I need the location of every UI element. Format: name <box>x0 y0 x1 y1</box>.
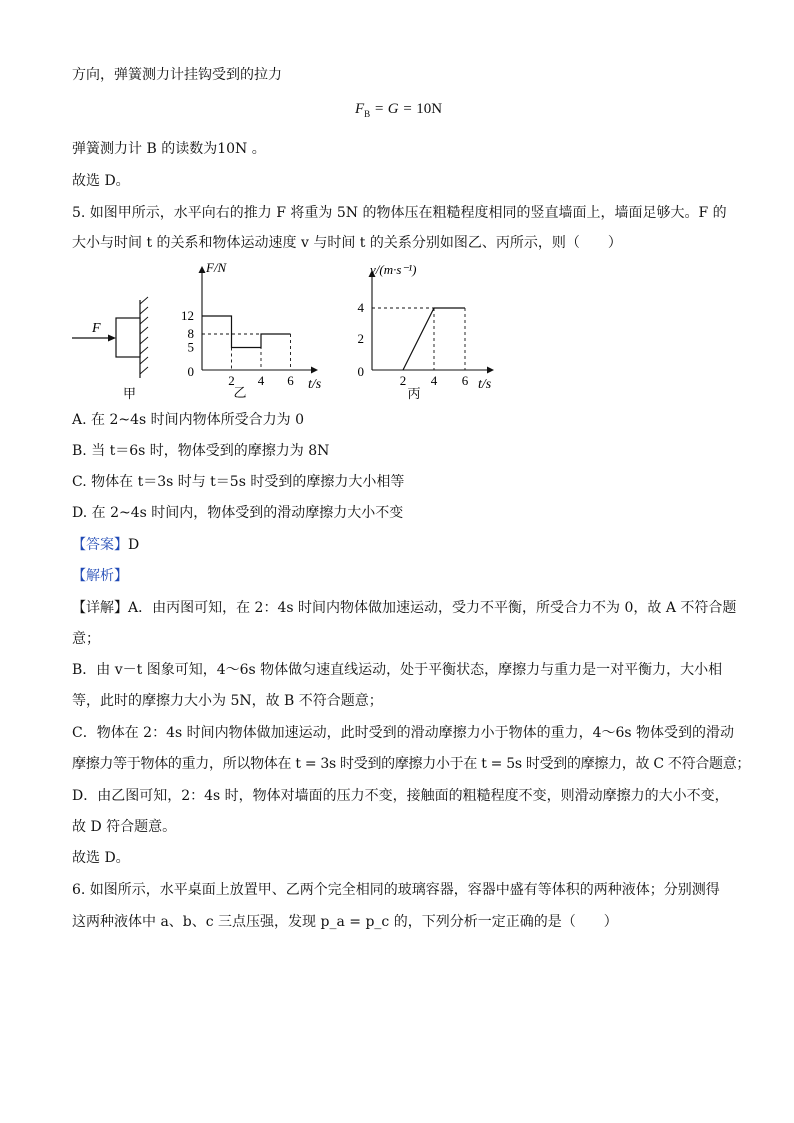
formula-lhs-sub: B <box>364 109 371 119</box>
formula-fb <box>355 101 442 119</box>
analysis-line <box>72 566 128 586</box>
x-tick-label: 6 <box>461 373 469 388</box>
x-tick-label: 6 <box>287 373 294 388</box>
block <box>116 318 140 357</box>
y-tick-label: 12 <box>181 308 194 323</box>
x-tick-label: 2 <box>399 373 407 388</box>
x-tick-label: 4 <box>430 373 438 388</box>
text-line-4: 故选 D。 <box>72 173 130 189</box>
detail-line-7: D．由乙图可知，2：4s 时，物体对墙面的压力不变，接触面的粗糙程度不变，则滑动摩擦力的大小不变， <box>72 788 729 804</box>
x-axis-label: t/s <box>308 377 322 392</box>
detail-text-1: A．由丙图可知，在 2：4s 时间内物体做加速运动，受力不平衡，所受合力不为 0，故 A 不符合题 <box>128 600 737 616</box>
detail-line-4: 等，此时的摩擦力大小为 5N，故 B 不符合题意； <box>72 693 383 709</box>
y-axis-label: v/(m·s⁻¹) <box>370 262 417 277</box>
answer-tag: 【答案】 <box>72 537 128 553</box>
option-d: D. 在 2~4s 时间内，物体受到的滑动摩擦力大小不变 <box>72 505 404 521</box>
y-tick-label: 4 <box>357 300 364 315</box>
y-tick-label: 0 <box>357 364 364 379</box>
detail-line-5: C．物体在 2：4s 时间内物体做加速运动，此时受到的滑动摩擦力小于物体的重力，4～6s 物体受到的滑动 <box>72 725 735 741</box>
detail-line-1 <box>72 598 736 618</box>
x-axis-label: t/s <box>478 377 492 392</box>
detail-line-3: B．由 v－t 图象可知，4～6s 物体做匀速直线运动，处于平衡状态，摩擦力与重力是一对平衡力，大小相 <box>72 662 723 678</box>
y-tick-label: 5 <box>187 339 194 355</box>
text-line-3: 弹簧测力计 B 的读数为10N 。 <box>72 141 266 157</box>
figure-jia-caption: 甲 <box>123 386 137 401</box>
y-tick-label: 0 <box>187 364 194 379</box>
y-axis-label: F/N <box>206 260 227 275</box>
option-a: A. 在 2~4s 时间内物体所受合力为 0 <box>72 412 304 428</box>
chart-yi <box>178 252 338 412</box>
detail-line-6: 摩擦力等于物体的重力，所以物体在 t = 3s 时受到的摩擦力小于在 t = 5s 时受到的摩擦力，故 C 不符合题意； <box>72 756 751 772</box>
series-line <box>202 316 291 348</box>
chart-bing <box>330 262 510 412</box>
force-label: F <box>92 321 101 336</box>
text-line-1: 方向，弹簧测力计挂钩受到的拉力 <box>72 67 282 83</box>
answer-line <box>72 535 139 555</box>
question-5-line-2: 大小与时间 t 的关系和物体运动速度 v 与时间 t 的关系分别如图乙、丙所示，则（ ） <box>72 235 622 251</box>
question-5-line-1: 5. 如图甲所示，水平向右的推力 F 将重为 5N 的物体压在粗糙程度相同的竖直墙面上，墙面足够大。F 的 <box>72 205 727 221</box>
x-axis-arrow <box>487 367 494 374</box>
wall-hatching <box>140 297 148 374</box>
question-6-line-2: 这两种液体中 a、b、c 三点压强，发现 p_a = p_c 的，下列分析一定正确的是（ ） <box>72 914 618 930</box>
detail-line-9: 故选 D。 <box>72 850 130 866</box>
y-tick-label: 8 <box>187 326 194 341</box>
option-c: C. 物体在 t＝3s 时与 t＝5s 时受到的摩擦力大小相等 <box>72 474 405 490</box>
formula-mid: = G = <box>373 101 417 117</box>
figure-jia <box>68 290 158 405</box>
chart-caption: 乙 <box>233 385 247 400</box>
analysis-tag: 【解析】 <box>72 568 128 584</box>
detail-line-8: 故 D 符合题意。 <box>72 819 177 835</box>
force-arrow-head <box>108 335 116 342</box>
x-tick-label: 2 <box>228 373 235 388</box>
chart-caption: 丙 <box>407 386 421 401</box>
option-b: B. 当 t＝6s 时，物体受到的摩擦力为 8N <box>72 443 330 459</box>
x-axis-arrow <box>311 367 318 374</box>
formula-rhs: 10N <box>416 101 443 117</box>
formula-lhs: F <box>355 101 365 117</box>
detail-tag: 【详解】 <box>72 600 128 616</box>
y-axis-arrow <box>199 266 206 273</box>
question-6-line-1: 6. 如图所示，水平桌面上放置甲、乙两个完全相同的玻璃容器，容器中盛有等体积的两种液体；分别测得 <box>72 882 720 898</box>
answer-value: D <box>128 537 140 553</box>
x-tick-label: 4 <box>257 373 265 388</box>
detail-line-2: 意； <box>72 631 100 647</box>
y-tick-label: 2 <box>357 331 364 346</box>
